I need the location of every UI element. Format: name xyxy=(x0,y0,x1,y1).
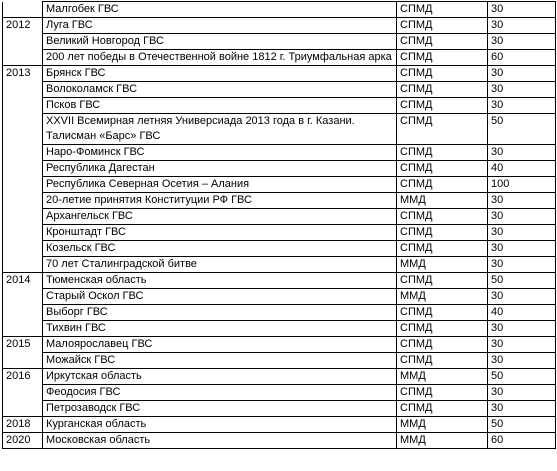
name-cell: Великий Новгород ГВС xyxy=(43,34,397,50)
year-cell xyxy=(3,289,43,305)
quantity-cell: 100 xyxy=(488,177,556,193)
year-cell xyxy=(3,257,43,273)
table-row xyxy=(3,209,556,225)
table-row xyxy=(3,177,556,193)
mint-cell: СПМД xyxy=(397,82,488,98)
coins-table-body xyxy=(3,2,556,449)
name-cell: Псков ГВС xyxy=(43,98,397,114)
year-cell xyxy=(3,161,43,177)
table-row xyxy=(3,385,556,401)
coins-table xyxy=(2,1,556,449)
table-row xyxy=(3,305,556,321)
mint-cell: СПМД xyxy=(397,241,488,257)
quantity-cell: 50 xyxy=(488,114,556,145)
mint-cell: ММД xyxy=(397,433,488,449)
mint-cell: СПМД xyxy=(397,305,488,321)
mint-cell: СПМД xyxy=(397,145,488,161)
year-cell xyxy=(3,401,43,417)
name-cell: XXVII Всемирная летняя Универсиада 2013 года в г. Казани. Талисман «Барс» ГВС xyxy=(43,114,397,145)
name-cell: Феодосия ГВС xyxy=(43,385,397,401)
year-cell xyxy=(3,193,43,209)
mint-cell: ММД xyxy=(397,369,488,385)
name-cell: 20-летие принятия Конституции РФ ГВС xyxy=(43,193,397,209)
year-cell xyxy=(3,82,43,98)
mint-cell: СПМД xyxy=(397,2,488,18)
table-row xyxy=(3,337,556,353)
name-cell: Иркутская область xyxy=(43,369,397,385)
year-cell: 2012 xyxy=(3,18,43,34)
mint-cell: СПМД xyxy=(397,337,488,353)
name-cell: Малгобек ГВС xyxy=(43,2,397,18)
name-cell: Луга ГВС xyxy=(43,18,397,34)
quantity-cell: 50 xyxy=(488,369,556,385)
quantity-cell: 30 xyxy=(488,98,556,114)
name-cell: Московская область xyxy=(43,433,397,449)
quantity-cell: 30 xyxy=(488,209,556,225)
name-cell: Козельск ГВС xyxy=(43,241,397,257)
quantity-cell: 30 xyxy=(488,18,556,34)
quantity-cell: 60 xyxy=(488,50,556,66)
quantity-cell: 30 xyxy=(488,34,556,50)
name-cell: Тюменская область xyxy=(43,273,397,289)
name-cell: 70 лет Сталинградской битве xyxy=(43,257,397,273)
year-cell: 2014 xyxy=(3,273,43,289)
year-cell: 2016 xyxy=(3,369,43,385)
year-cell xyxy=(3,225,43,241)
table-row xyxy=(3,289,556,305)
table-row xyxy=(3,369,556,385)
name-cell: Республика Северная Осетия – Алания xyxy=(43,177,397,193)
mint-cell: СПМД xyxy=(397,401,488,417)
table-row xyxy=(3,353,556,369)
quantity-cell: 30 xyxy=(488,353,556,369)
quantity-cell: 60 xyxy=(488,433,556,449)
table-row xyxy=(3,18,556,34)
table-row xyxy=(3,321,556,337)
mint-cell: СПМД xyxy=(397,385,488,401)
name-cell: Республика Дагестан xyxy=(43,161,397,177)
year-cell xyxy=(3,353,43,369)
quantity-cell: 30 xyxy=(488,289,556,305)
mint-cell: ММД xyxy=(397,289,488,305)
name-cell: Курганская область xyxy=(43,417,397,433)
quantity-cell: 30 xyxy=(488,193,556,209)
mint-cell: ММД xyxy=(397,417,488,433)
year-cell xyxy=(3,209,43,225)
mint-cell: СПМД xyxy=(397,66,488,82)
year-cell xyxy=(3,241,43,257)
table-row xyxy=(3,50,556,66)
mint-cell: СПМД xyxy=(397,50,488,66)
year-cell: 2020 xyxy=(3,433,43,449)
table-row xyxy=(3,225,556,241)
year-cell xyxy=(3,98,43,114)
mint-cell: СПМД xyxy=(397,114,488,145)
quantity-cell: 30 xyxy=(488,2,556,18)
quantity-cell: 30 xyxy=(488,321,556,337)
mint-cell: СПМД xyxy=(397,273,488,289)
year-cell xyxy=(3,34,43,50)
table-row xyxy=(3,433,556,449)
mint-cell: СПМД xyxy=(397,18,488,34)
name-cell: 200 лет победы в Отечественной войне 1812 г. Триумфальная арка xyxy=(43,50,397,66)
table-row xyxy=(3,98,556,114)
mint-cell: СПМД xyxy=(397,353,488,369)
quantity-cell: 30 xyxy=(488,82,556,98)
mint-cell: ММД xyxy=(397,193,488,209)
name-cell: Наро-Фоминск ГВС xyxy=(43,145,397,161)
quantity-cell: 30 xyxy=(488,401,556,417)
year-cell xyxy=(3,145,43,161)
mint-cell: СПМД xyxy=(397,225,488,241)
year-cell: 2013 xyxy=(3,66,43,82)
year-cell xyxy=(3,321,43,337)
year-cell xyxy=(3,50,43,66)
name-cell: Тихвин ГВС xyxy=(43,321,397,337)
quantity-cell: 30 xyxy=(488,337,556,353)
quantity-cell: 30 xyxy=(488,257,556,273)
quantity-cell: 40 xyxy=(488,161,556,177)
name-cell: Выборг ГВС xyxy=(43,305,397,321)
mint-cell: СПМД xyxy=(397,209,488,225)
table-row xyxy=(3,114,556,145)
table-row xyxy=(3,34,556,50)
year-cell xyxy=(3,2,43,18)
quantity-cell: 30 xyxy=(488,66,556,82)
year-cell: 2018 xyxy=(3,417,43,433)
name-cell: Петрозаводск ГВС xyxy=(43,401,397,417)
table-row xyxy=(3,161,556,177)
mint-cell: СПМД xyxy=(397,98,488,114)
quantity-cell: 50 xyxy=(488,273,556,289)
name-cell: Брянск ГВС xyxy=(43,66,397,82)
table-row xyxy=(3,417,556,433)
year-cell xyxy=(3,385,43,401)
name-cell: Кронштадт ГВС xyxy=(43,225,397,241)
quantity-cell: 30 xyxy=(488,241,556,257)
table-row xyxy=(3,401,556,417)
name-cell: Волоколамск ГВС xyxy=(43,82,397,98)
year-cell xyxy=(3,177,43,193)
year-cell xyxy=(3,305,43,321)
quantity-cell: 30 xyxy=(488,145,556,161)
year-cell: 2015 xyxy=(3,337,43,353)
mint-cell: СПМД xyxy=(397,177,488,193)
name-cell: Архангельск ГВС xyxy=(43,209,397,225)
mint-cell: СПМД xyxy=(397,34,488,50)
quantity-cell: 50 xyxy=(488,417,556,433)
name-cell: Старый Оскол ГВС xyxy=(43,289,397,305)
year-cell xyxy=(3,114,43,145)
quantity-cell: 30 xyxy=(488,385,556,401)
table-row xyxy=(3,273,556,289)
name-cell: Малоярославец ГВС xyxy=(43,337,397,353)
table-row xyxy=(3,2,556,18)
mint-cell: ММД xyxy=(397,257,488,273)
quantity-cell: 30 xyxy=(488,225,556,241)
table-row xyxy=(3,82,556,98)
table-row xyxy=(3,241,556,257)
table-row xyxy=(3,257,556,273)
mint-cell: СПМД xyxy=(397,321,488,337)
quantity-cell: 40 xyxy=(488,305,556,321)
name-cell: Можайск ГВС xyxy=(43,353,397,369)
table-row xyxy=(3,66,556,82)
table-row xyxy=(3,145,556,161)
mint-cell: СПМД xyxy=(397,161,488,177)
table-row xyxy=(3,193,556,209)
